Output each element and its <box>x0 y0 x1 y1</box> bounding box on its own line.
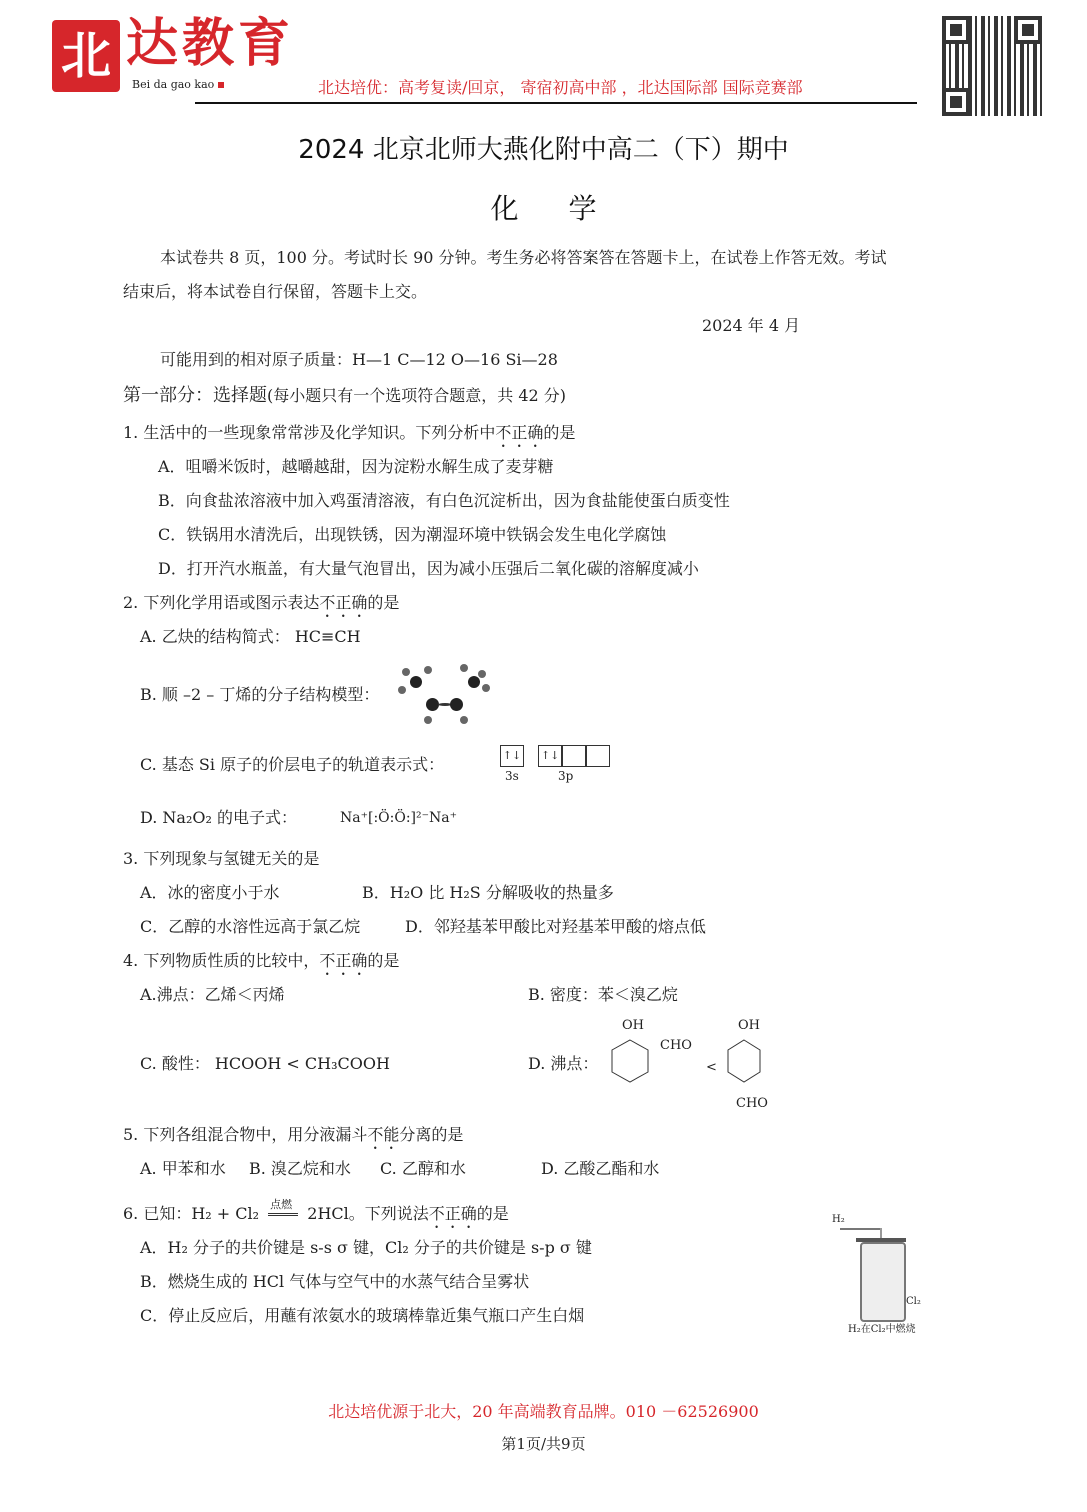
q5-option-a: A. 甲苯和水 <box>140 1159 226 1178</box>
orbital-diagram <box>500 745 610 783</box>
q6-option-c: C．停止反应后，用蘸有浓氨水的玻璃棒靠近集气瓶口产生白烟 <box>140 1306 585 1325</box>
q6-option-b: B．燃烧生成的 HCl 气体与空气中的水蒸气结合呈雾状 <box>140 1272 530 1291</box>
part1-heading: 第一部分：选择题(每小题只有一个选项符合题意，共 42 分) <box>123 385 567 406</box>
butene-model-image <box>398 660 494 728</box>
orbital-3p-1: ↑↓ <box>538 745 562 767</box>
salicylaldehyde-structure: OH CHO <box>604 1014 704 1094</box>
intro-line-2: 结束后，将本试卷自行保留，答题卡上交。 <box>123 282 428 301</box>
q3-option-d: D．邻羟基苯甲酸比对羟基苯甲酸的熔点低 <box>405 917 706 936</box>
q1-option-d: D．打开汽水瓶盖，有大量气泡冒出，因为减小压强后二氧化碳的溶解度减小 <box>158 559 699 578</box>
q5-stem: 5. 下列各组混合物中，用分液漏斗不能分离的是 <box>123 1125 464 1144</box>
q6-option-a: A．H₂ 分子的共价键是 s-s σ 键，Cl₂ 分子的共价键是 s-p σ 键 <box>140 1238 592 1257</box>
gas-jar-figure: H₂ Cl₂ H₂在Cl₂中燃烧 <box>832 1214 921 1335</box>
q1-option-c: C．铁锅用水清洗后，出现铁锈，因为潮湿环境中铁锅会发生电化学腐蚀 <box>158 525 667 544</box>
atomic-masses: 可能用到的相对原子质量：H—1 C—12 O—16 Si—28 <box>160 350 558 369</box>
q6-stem: 6. 已知：H₂ + Cl₂ 点燃 2HCl。下列说法不正确的是 <box>123 1198 509 1223</box>
q4-option-d: D. 沸点： <box>528 1054 599 1073</box>
exam-date: 2024 年 4 月 <box>702 316 801 335</box>
qr-code-icon <box>942 16 1042 116</box>
header-slogan: 北达培优：高考复读/回京， 寄宿初高中部 ，北达国际部 国际竞赛部 <box>318 78 803 97</box>
logo-name: 达教育 <box>126 13 295 74</box>
q1-option-b: B．向食盐浓溶液中加入鸡蛋清溶液，有白色沉淀析出，因为食盐能使蛋白质变性 <box>158 491 730 510</box>
orbital-3p-3 <box>586 745 610 767</box>
logo-mark: 北 <box>52 20 120 92</box>
q3-option-c: C．乙醇的水溶性远高于氯乙烷 <box>140 917 361 936</box>
q2-option-b: B. 顺 –2 – 丁烯的分子结构模型： <box>140 685 380 704</box>
q2-stem: 2. 下列化学用语或图示表达不正确的是 <box>123 593 400 612</box>
q3-option-a: A．冰的密度小于水 <box>140 883 280 902</box>
na2o2-electron-formula: Na⁺[:Ö:Ö:]²⁻Na⁺ <box>340 810 458 826</box>
logo-pinyin: Bei da gao kao <box>132 78 224 92</box>
p-hydroxybenzaldehyde-structure: OH CHO <box>724 1014 784 1114</box>
page-number: 第1页/共9页 <box>501 1435 586 1453</box>
intro-line-1: 本试卷共 8 页，100 分。考试时长 90 分钟。考生务必将答案答在答题卡上，在试卷上作答无效。考试 <box>160 248 887 267</box>
q5-option-d: D. 乙酸乙酯和水 <box>541 1159 660 1178</box>
q3-stem: 3. 下列现象与氢键无关的是 <box>123 849 320 868</box>
orbital-3s: ↑↓ <box>500 745 524 767</box>
q5-option-b: B. 溴乙烷和水 <box>249 1159 351 1178</box>
label-3s: 3s <box>505 769 519 783</box>
q1-option-a: A．咀嚼米饭时，越嚼越甜，因为淀粉水解生成了麦芽糖 <box>158 457 554 476</box>
q2-option-c: C. 基态 Si 原子的价层电子的轨道表示式： <box>140 755 445 774</box>
comparison-less-than: < <box>706 1060 717 1075</box>
q4-stem: 4. 下列物质性质的比较中，不正确的是 <box>123 951 400 970</box>
q2-option-a: A. 乙炔的结构简式： HC≡CH <box>140 627 361 646</box>
label-3p: 3p <box>558 769 574 783</box>
footer-advert: 北达培优源于北大，20 年高端教育品牌。010 －62526900 <box>328 1402 759 1421</box>
q4-option-b: B. 密度：苯＜溴乙烷 <box>528 985 678 1004</box>
q1-stem: 1. 生活中的一些现象常常涉及化学知识。下列分析中不正确的是 <box>123 423 576 442</box>
q4-option-a: A.沸点：乙烯＜丙烯 <box>140 985 285 1004</box>
q3-option-b: B．H₂O 比 H₂S 分解吸收的热量多 <box>362 883 614 902</box>
q2-option-d: D. Na₂O₂ 的电子式： <box>140 808 298 827</box>
q4-option-c: C. 酸性： HCOOH < CH₃COOH <box>140 1054 390 1073</box>
reaction-condition: 点燃 <box>270 1198 293 1211</box>
q5-option-c: C. 乙醇和水 <box>380 1159 466 1178</box>
orbital-3p-2 <box>562 745 586 767</box>
page-title: 2024 北京北师大燕化附中高二（下）期中 <box>298 135 789 165</box>
header-divider <box>195 102 917 104</box>
subject-title: 化学 <box>490 192 647 225</box>
